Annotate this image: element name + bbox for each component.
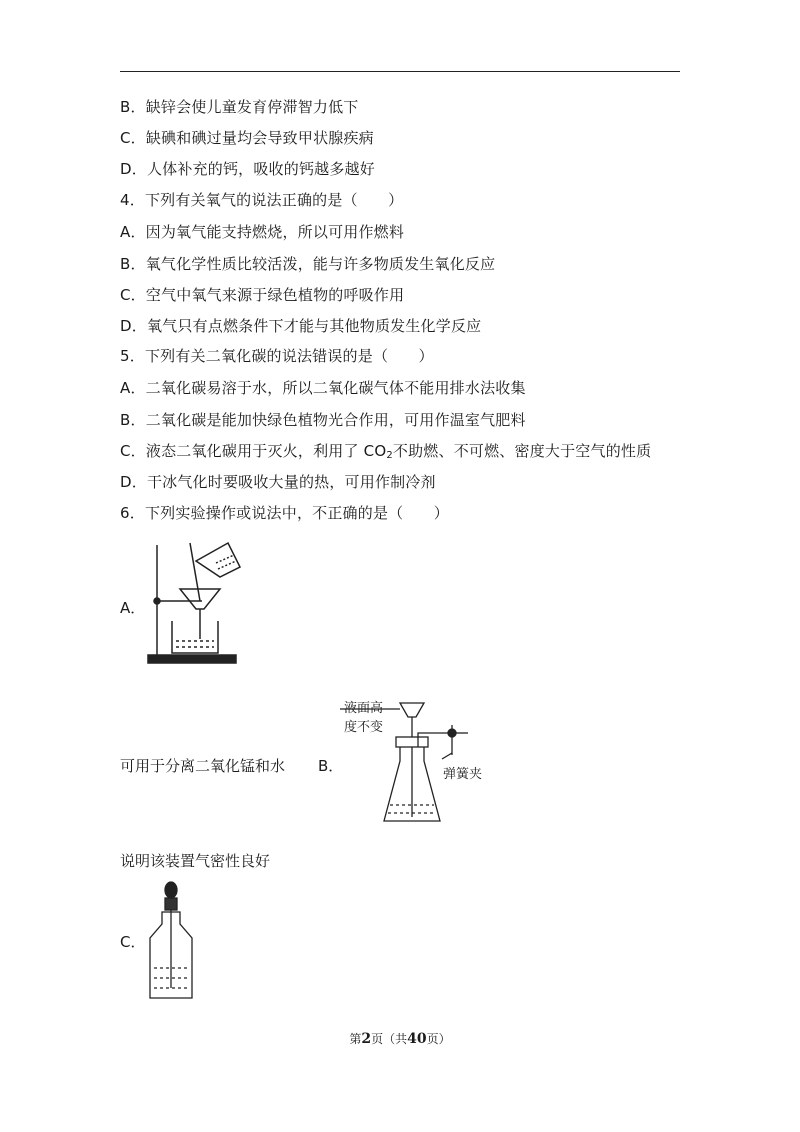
option-4d: D．氧气只有点燃条件下才能与其他物质发生化学反应 xyxy=(120,317,482,335)
option-5c xyxy=(120,441,651,466)
option-6b-label: B． xyxy=(318,757,344,775)
option-3c: C．缺碘和碘过量均会导致甲状腺疾病 xyxy=(120,129,374,147)
footer-total-pages: 40 xyxy=(407,1031,427,1047)
option-4c: C．空气中氧气来源于绿色植物的呼吸作用 xyxy=(120,286,405,304)
filtration-apparatus-figure xyxy=(144,537,244,669)
footer-page-number: 2 xyxy=(361,1031,372,1047)
option-6b-caption: 说明该装置气密性良好 xyxy=(120,852,271,870)
option-6a-caption: 可用于分离二氧化锰和水 xyxy=(120,757,286,775)
option-5c-text-rest: 不助燃、不可燃、密度大于空气的性质 xyxy=(392,442,652,460)
option-4b: B．氧气化学性质比较活泼，能与许多物质发生氧化反应 xyxy=(120,255,496,273)
question-4: 4．下列有关氧气的说法正确的是（ ） xyxy=(120,191,404,209)
option-4a: A．因为氧气能支持燃烧，所以可用作燃料 xyxy=(120,223,405,241)
option-3d: D．人体补充的钙，吸收的钙越多越好 xyxy=(120,160,375,178)
option-5b: B．二氧化碳是能加快绿色植物光合作用，可用作温室气肥料 xyxy=(120,411,526,429)
annotation-spring-clamp: 弹簧夹 xyxy=(443,767,483,782)
option-6a-label: A． xyxy=(120,599,146,617)
option-5c-text: C．液态二氧化碳用于灭火，利用了 CO xyxy=(120,442,387,460)
option-5c-subscript: 2 xyxy=(386,450,393,461)
option-5d: D．干冰气化时要吸收大量的热，可用作制冷剂 xyxy=(120,473,436,491)
question-5: 5．下列有关二氧化碳的说法错误的是（ ） xyxy=(120,347,434,365)
dropper-bottle-figure xyxy=(140,880,200,1002)
annotation-liquid-level-1: 液面高 xyxy=(344,701,384,716)
question-6: 6．下列实验操作或说法中，不正确的是（ ） xyxy=(120,504,449,522)
header-rule xyxy=(120,71,680,72)
option-5a: A．二氧化碳易溶于水，所以二氧化碳气体不能用排水法收集 xyxy=(120,379,526,397)
annotation-liquid-level-2: 度不变 xyxy=(344,720,384,735)
airtightness-apparatus-figure xyxy=(340,693,483,829)
option-6c-label: C． xyxy=(120,933,146,951)
footer-suffix: 页） xyxy=(426,1032,451,1046)
option-3b: B．缺锌会使儿童发育停滞智力低下 xyxy=(120,98,359,116)
footer-prefix: 第 xyxy=(349,1032,362,1046)
footer-mid: 页（共 xyxy=(371,1032,408,1046)
page-footer xyxy=(0,1030,800,1047)
